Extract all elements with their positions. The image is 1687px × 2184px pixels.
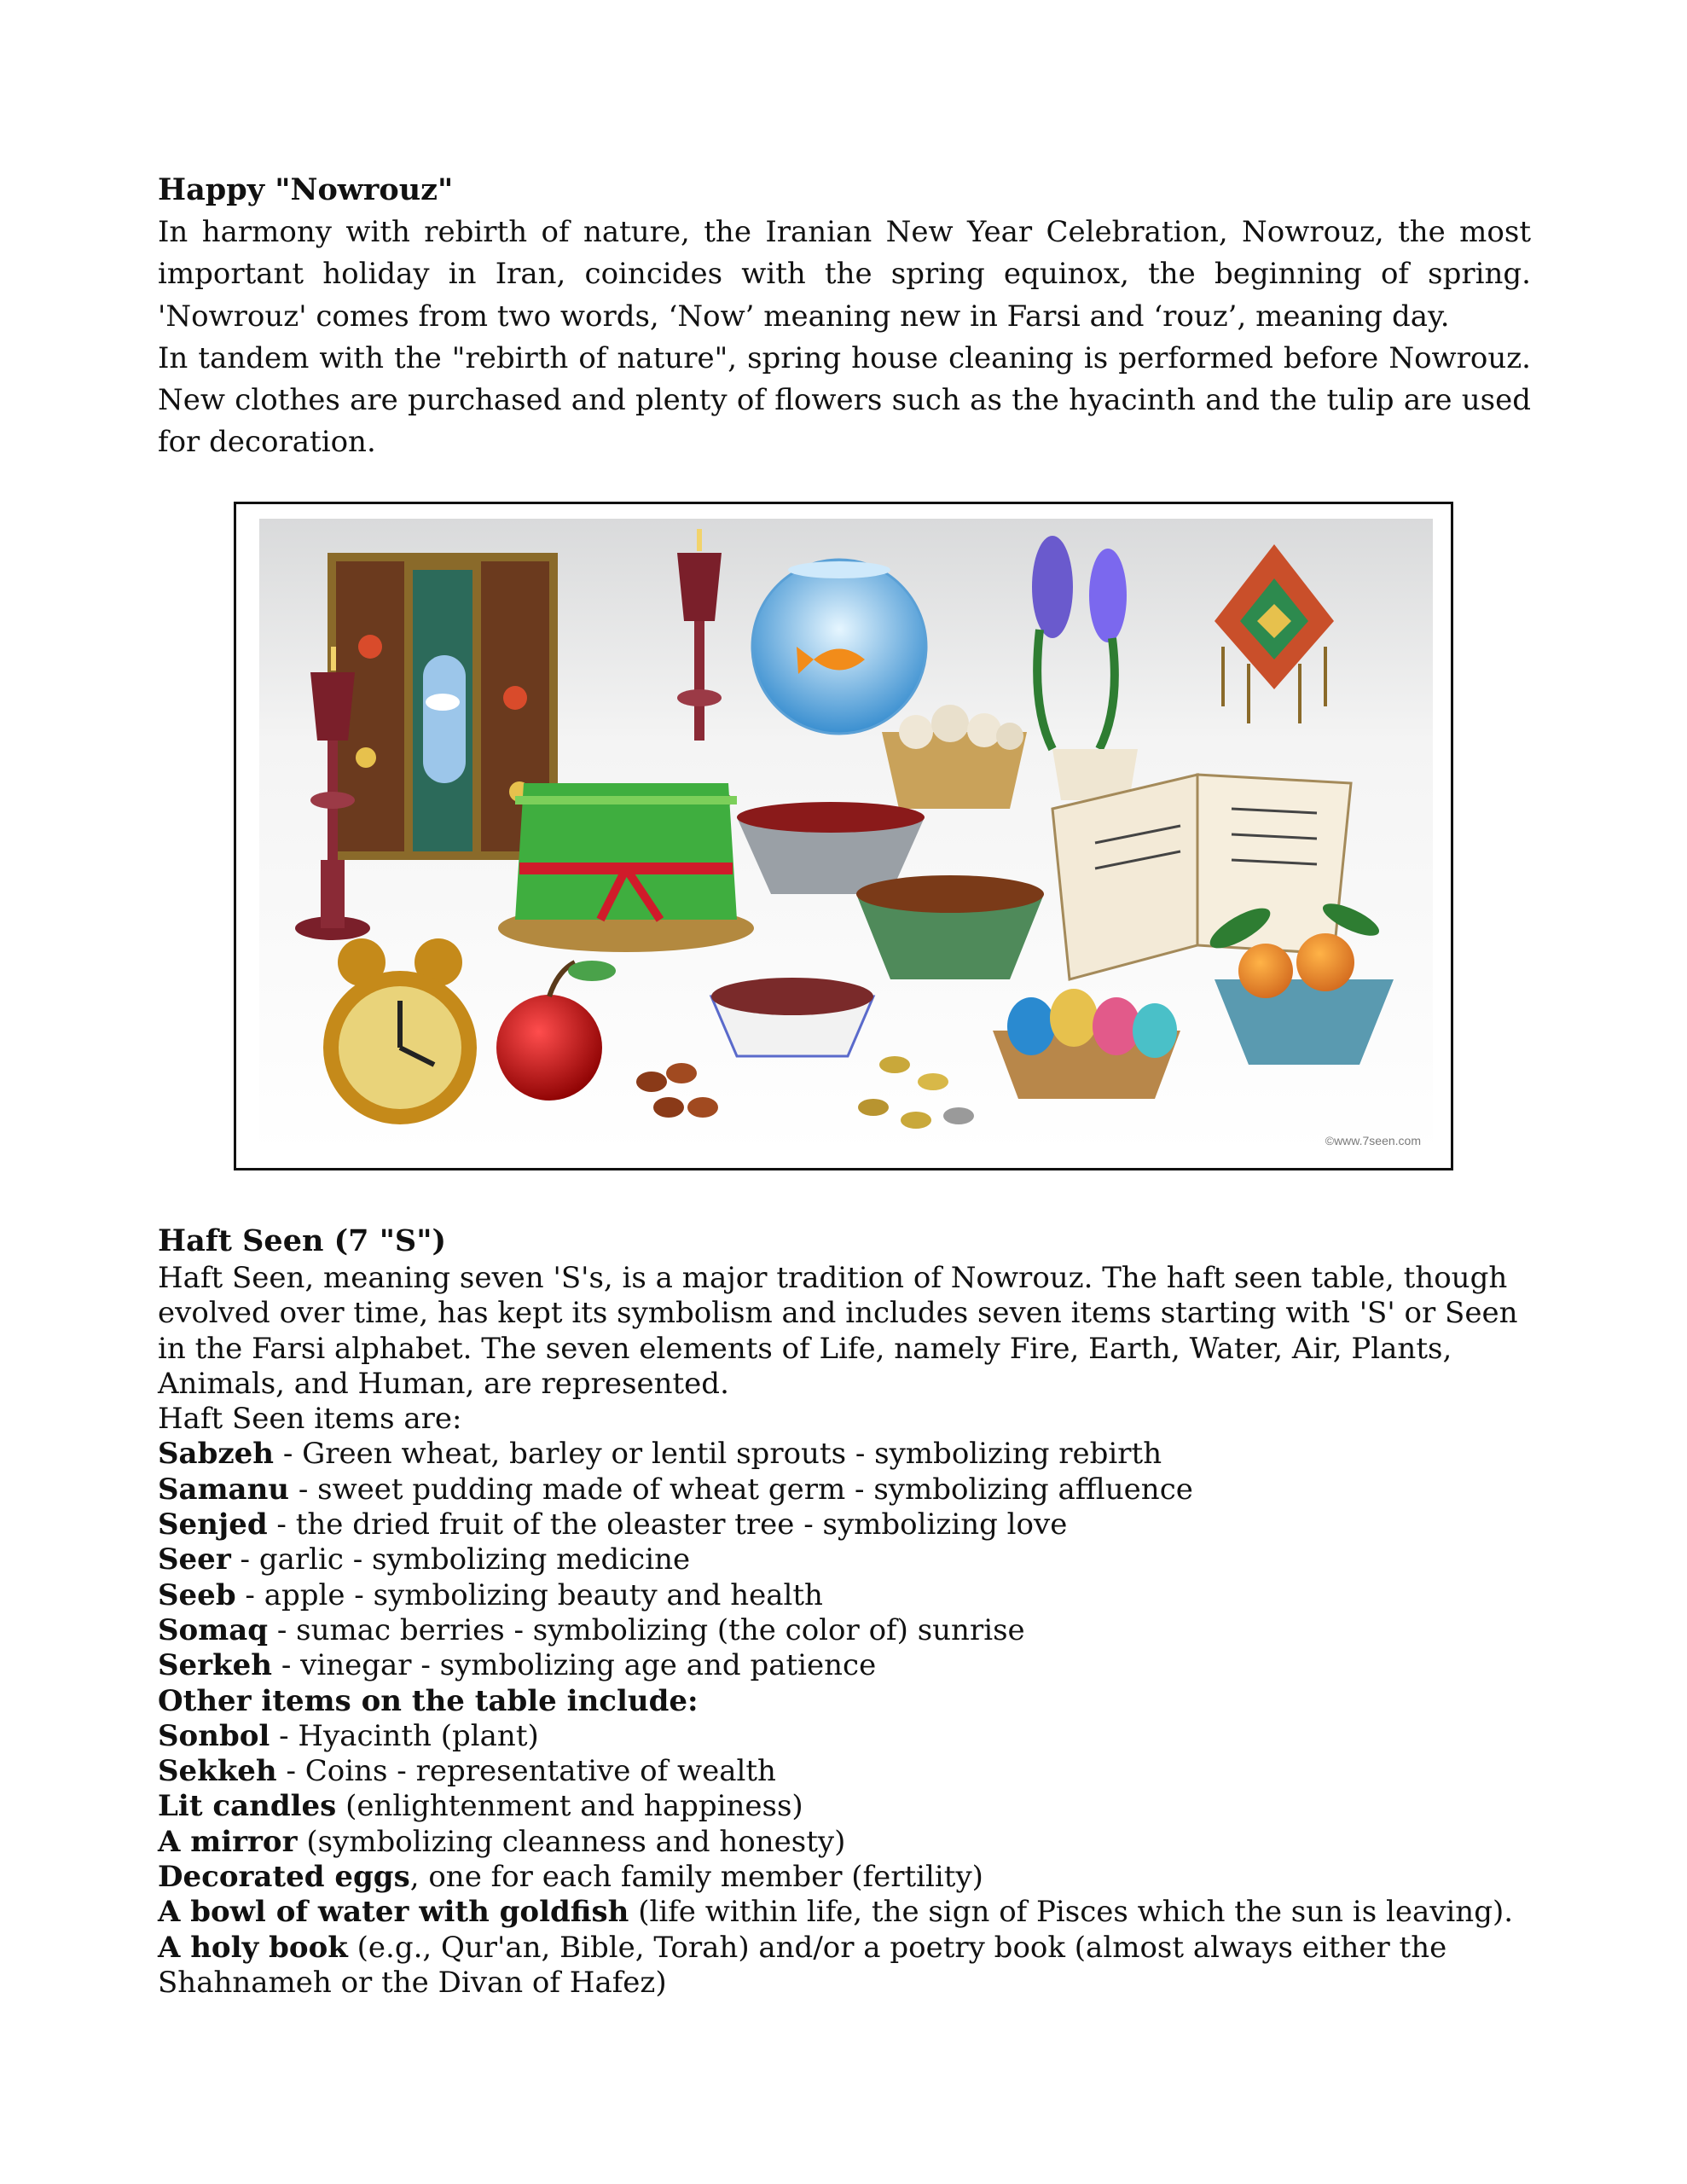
item-desc: (symbolizing cleanness and honesty)	[297, 1824, 846, 1859]
item-desc: - sumac berries - symbolizing (the color of) sunrise	[268, 1612, 1025, 1647]
text-line: evolved over time, has kept its symbolism and includes seven items starting with 'S' or Seen	[158, 1296, 1518, 1331]
item-term: Serkeh	[158, 1648, 273, 1683]
sumac-bowl-icon	[711, 978, 873, 1056]
item-term: Sekkeh	[158, 1754, 277, 1789]
item-term: Samanu	[158, 1472, 290, 1507]
item-desc: - the dried fruit of the oleaster tree - symbolizing love	[267, 1507, 1068, 1542]
haft-seen-figure	[234, 502, 1453, 1170]
text-line: Animals, and Human, are represented.	[158, 1366, 729, 1401]
item-term: Lit candles	[158, 1789, 337, 1824]
haft-seen-illustration	[259, 519, 1433, 1153]
decorated-eggs-icon	[993, 989, 1180, 1099]
item-term: A holy book	[158, 1930, 348, 1965]
other-items-heading: Other items on the table include:	[158, 1683, 699, 1718]
item-desc: - Coins - representative of wealth	[276, 1754, 776, 1789]
watermark: ©www.7seen.com	[1325, 1134, 1421, 1147]
item-term: Sabzeh	[158, 1437, 275, 1472]
sabzeh-icon	[498, 783, 754, 952]
text-line: Haft Seen, meaning seven 'S's, is a major tradition of Nowrouz. The haft seen table, though	[158, 1261, 1508, 1295]
item-term: Seeb	[158, 1577, 236, 1612]
haft-seen-item	[158, 1472, 1557, 1507]
text-line: Haft Seen items are:	[158, 1402, 462, 1437]
other-item	[158, 1825, 1557, 1860]
item-term: A mirror	[158, 1824, 298, 1859]
item-desc: - vinegar - symbolizing age and patience	[272, 1648, 877, 1683]
other-item	[158, 1719, 1557, 1754]
haft-seen-item	[158, 1613, 1557, 1648]
intro-section	[158, 169, 1531, 464]
item-desc: - garlic - symbolizing medicine	[230, 1542, 691, 1577]
other-item	[158, 1860, 1557, 1895]
item-desc: (life within life, the sign of Pisces which the sun is leaving).	[629, 1895, 1514, 1930]
intro-paragraph-1: In harmony with rebirth of nature, the Iranian New Year Celebration, Nowrouz, the most important holiday in Iran, coincides with the spring equinox, the beginning of spring. 'Nowrouz' comes from two words, ‘Now’ meaning new in Farsi and ‘rouz’, meaning day.	[158, 215, 1531, 334]
other-item	[158, 1895, 1557, 1930]
item-term: Seer	[158, 1542, 231, 1577]
haft-seen-item	[158, 1542, 1557, 1577]
item-desc: - apple - symbolizing beauty and health	[235, 1577, 823, 1612]
item-term: Senjed	[158, 1507, 268, 1542]
item-desc: , one for each family member (fertility)	[409, 1860, 983, 1895]
other-item	[158, 1754, 1557, 1789]
text-line: in the Farsi alphabet. The seven elements of Life, namely Fire, Earth, Water, Air, Plants,	[158, 1331, 1452, 1366]
intro-text	[158, 212, 1531, 464]
haft-seen-section	[158, 1222, 1557, 2001]
item-desc: - sweet pudding made of wheat germ - symbolizing affluence	[289, 1472, 1193, 1507]
haft-seen-item	[158, 1648, 1557, 1683]
page-title: Happy "Nowrouz"	[158, 172, 454, 207]
intro-paragraph-2: In tandem with the "rebirth of nature", spring house cleaning is performed before Nowrouz. New clothes are purchased and plenty of flowers such as the hyacinth and the tulip are used for decoration.	[158, 340, 1531, 460]
other-item	[158, 1789, 1557, 1824]
haft-seen-item	[158, 1578, 1557, 1613]
item-term: A bowl of water with goldfish	[158, 1895, 629, 1930]
haft-seen-item	[158, 1437, 1557, 1472]
goldfish-bowl-icon	[752, 560, 926, 734]
item-desc: - Hyacinth (plant)	[270, 1718, 539, 1753]
item-desc: - Green wheat, barley or lentil sprouts - symbolizing rebirth	[274, 1437, 1162, 1472]
item-term: Decorated eggs	[158, 1860, 410, 1895]
haft-seen-heading: Haft Seen (7 "S")	[158, 1223, 447, 1258]
item-term: Sonbol	[158, 1718, 270, 1753]
haft-seen-item	[158, 1507, 1557, 1542]
item-term: Somaq	[158, 1612, 269, 1647]
samanu-bowl-icon	[856, 875, 1044, 979]
item-desc: (enlightenment and happiness)	[336, 1789, 803, 1824]
item-desc: (e.g., Qur'an, Bible, Torah) and/or a poetry book (almost always either the	[347, 1930, 1447, 1965]
other-item	[158, 1931, 1557, 1966]
text-line: Shahnameh or the Divan of Hafez)	[158, 1965, 667, 2000]
